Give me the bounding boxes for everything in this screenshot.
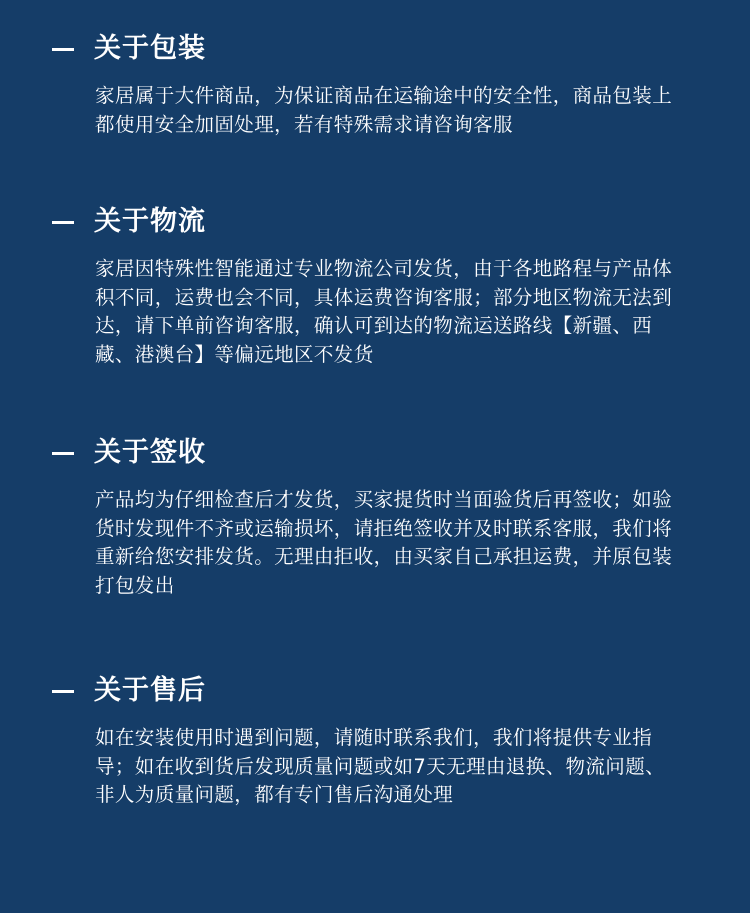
- section-body: 产品均为仔细检查后才发货，买家提货时当面验货后再签收；如验货时发现件不齐或运输损坏，请拒绝签收并及时联系客服，我们将重新给您安排发货。无理由拒收，由买家自己承担运费，并原包装打包发出: [95, 488, 673, 597]
- section-body: 如在安装使用时遇到问题，请随时联系我们，我们将提供专业指导；如在收到货后发现质量问题或如7天无理由退换、物流问题、非人为质量问题，都有专门售后沟通处理: [95, 726, 666, 806]
- section-title: 关于售后: [94, 675, 206, 706]
- dash-bullet-icon: [52, 48, 74, 51]
- logistics-section: [0, 202, 750, 366]
- section-title: 关于签收: [94, 437, 206, 468]
- packaging-section: [0, 29, 750, 136]
- section-heading-row: [0, 433, 750, 473]
- dash-bullet-icon: [52, 221, 74, 224]
- receipt-section: [0, 433, 750, 597]
- section-body: 家居因特殊性智能通过专业物流公司发货，由于各地路程与产品体积不同，运费也会不同，具体运费咨询客服；部分地区物流无法到达，请下单前咨询客服，确认可到达的物流运送路线【新疆、西藏、港澳台】等偏远地区不发货: [95, 257, 673, 366]
- dash-bullet-icon: [52, 452, 74, 455]
- section-body: 家居属于大件商品，为保证商品在运输途中的安全性，商品包装上都使用安全加固处理，若有特殊需求请咨询客服: [95, 84, 673, 136]
- section-title: 关于包装: [94, 33, 206, 64]
- section-heading-row: [0, 671, 750, 711]
- section-title: 关于物流: [94, 206, 206, 237]
- section-heading-row: [0, 202, 750, 242]
- dash-bullet-icon: [52, 690, 74, 693]
- after-sales-section: [0, 671, 750, 806]
- section-heading-row: [0, 29, 750, 69]
